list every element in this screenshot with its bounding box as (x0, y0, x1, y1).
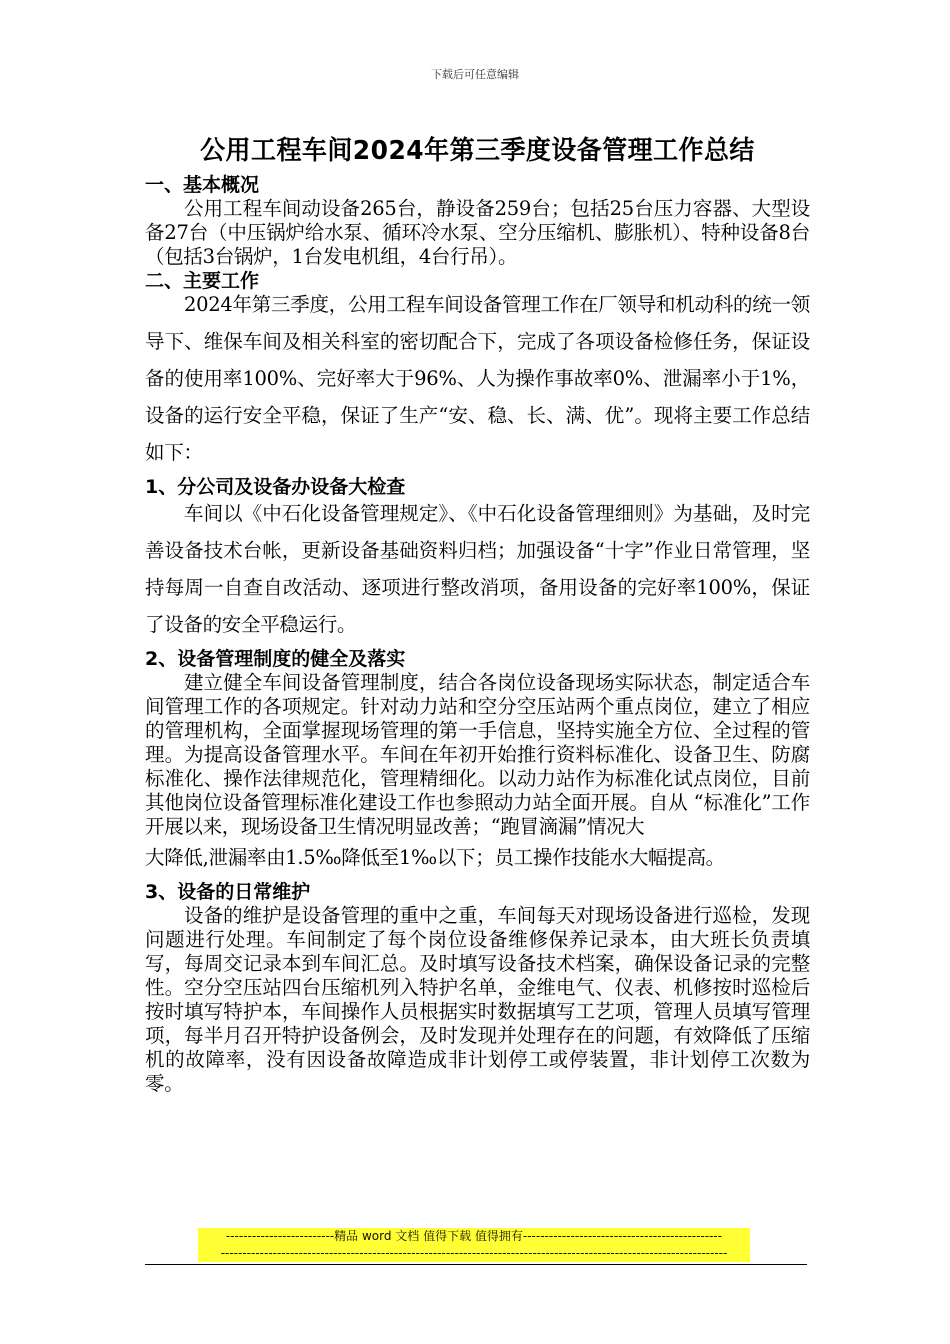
subsection-heading-management-system: 2、设备管理制度的健全及落实 (145, 648, 406, 670)
inspection-paragraph: 车间以《中石化设备管理规定》、《中石化设备管理细则》为基础，及时完善设备技术台帐，更新设备基础资料归档；加强设备“十字”作业日常管理，坚持每周一自查自改活动、逐项进行整改消项，备用设备的完好率100%，保证了设备的安全平稳运行。 (145, 502, 810, 636)
footer-divider (145, 1264, 807, 1265)
document-title: 公用工程车间2024年第三季度设备管理工作总结 (200, 136, 755, 166)
footer-banner (198, 1228, 750, 1262)
footer-banner-line-1: -------------------------精品 word 文档 值得下载 值得拥有---------------------------------------------- (225, 1229, 723, 1243)
subsection-heading-inspection: 1、分公司及设备办设备大检查 (145, 476, 406, 498)
overview-paragraph: 公用工程车间动设备265台，静设备259台；包括25台压力容器、大型设备27台（中压锅炉给水泵、循环冷水泵、空分压缩机、膨胀机）、特种设备8台（包括3台锅炉，1台发电机组，4台行吊）。 (145, 197, 810, 268)
section-heading-overview: 一、基本概况 (145, 174, 260, 196)
subsection-heading-daily-maintenance: 3、设备的日常维护 (145, 881, 311, 903)
management-system-paragraph-tail: 大降低,泄漏率由1.5‰降低至1‰以下；员工操作技能水大幅提高。 (145, 846, 725, 869)
management-system-paragraph: 建立健全车间设备管理制度，结合各岗位设备现场实际状态，制定适合车间管理工作的各项规定。针对动力站和空分空压站两个重点岗位，建立了相应的管理机构，全面掌握现场管理的第一手信息，坚持实施全方位、全过程的管理。为提高设备管理水平。车间在年初开始推行资料标准化、设备卫生、防腐标准化、操作法律规范化，管理精细化。以动力站作为标准化试点岗位，目前其他岗位设备管理标准化建设工作也参照动力站全面开展。自从 “标准化”工作开展以来，现场设备卫生情况明显改善；“跑冒滴漏”情况大 (145, 671, 810, 838)
footer-banner-line-2: --------------------------------------------------------------------------------------------------------------------- (220, 1246, 728, 1260)
header-note: 下载后可任意编辑 (431, 68, 519, 81)
daily-maintenance-paragraph: 设备的维护是设备管理的重中之重，车间每天对现场设备进行巡检，发现问题进行处理。车间制定了每个岗位设备维修保养记录本，由大班长负责填写，每周交记录本到车间汇总。及时填写设备技术档案，确保设备记录的完整性。空分空压站四台压缩机列入特护名单，金维电气、仪表、机修按时巡检后按时填写特护本，车间操作人员根据实时数据填写工艺项，管理人员填写管理项，每半月召开特护设备例会，及时发现并处理存在的问题，有效降低了压缩机的故障率，没有因设备故障造成非计划停工或停装置，非计划停工次数为零。 (145, 904, 810, 1095)
section-heading-main-work: 二、主要工作 (145, 270, 260, 292)
main-work-paragraph: 2024年第三季度，公用工程车间设备管理工作在厂领导和机动科的统一领导下、维保车间及相关科室的密切配合下，完成了各项设备检修任务，保证设备的使用率100%、完好率大于96%、人为操作事故率0%、泄漏率小于1%，设备的运行安全平稳，保证了生产“安、稳、长、满、优”。现将主要工作总结如下： (145, 293, 810, 464)
document-body (145, 130, 810, 1096)
